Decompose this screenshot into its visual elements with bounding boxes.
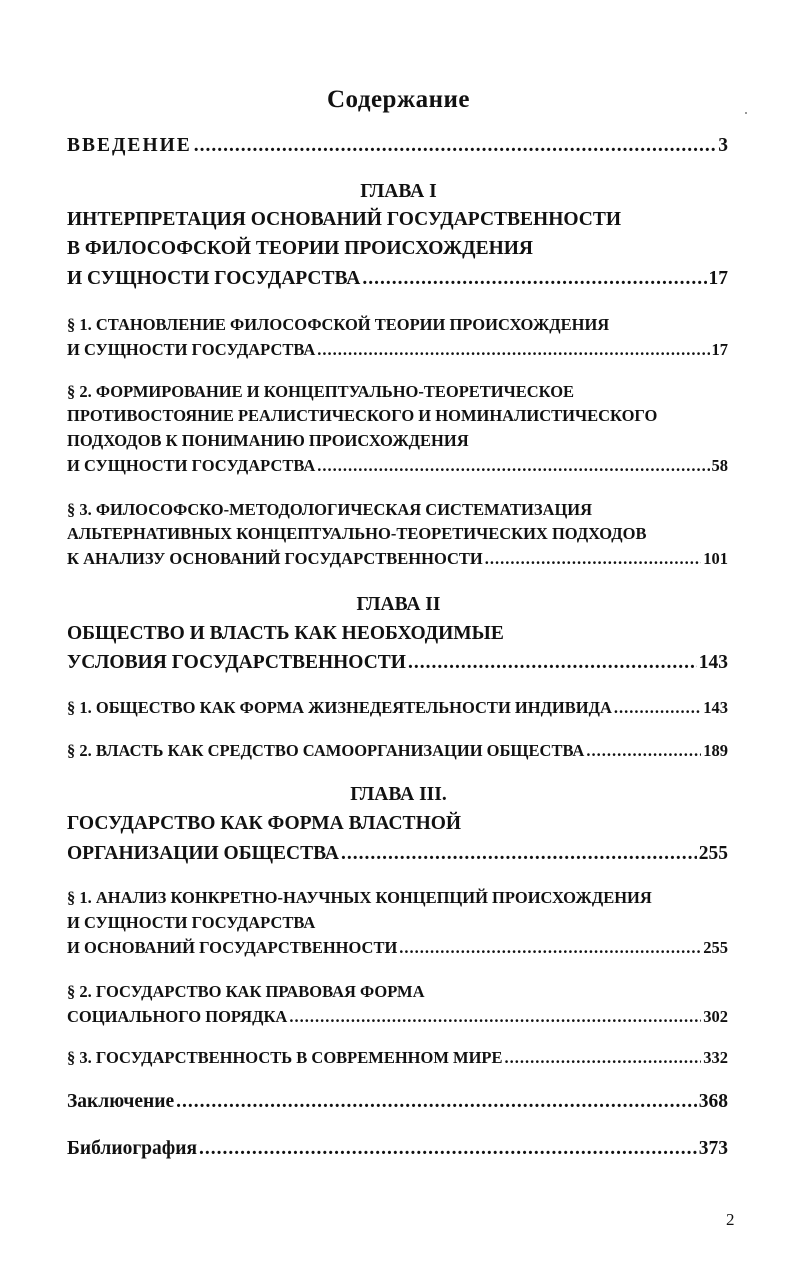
entry-page: 189 (703, 741, 728, 760)
entry-label: И СУЩНОСТИ ГОСУДАРСТВА (67, 456, 316, 475)
entry-page: 302 (703, 1007, 728, 1026)
toc-entry-chapter-1[interactable] (67, 268, 728, 290)
toc-entry-section-1-1[interactable] (67, 340, 728, 360)
leader-dots (408, 652, 697, 674)
entry-page: 373 (698, 1138, 728, 1159)
toc-entry-section-3-2[interactable] (67, 1007, 728, 1027)
entry-page: 143 (698, 652, 728, 673)
toc-entry-section-3-1[interactable] (67, 938, 728, 958)
entry-label: § 3. ГОСУДАРСТВЕННОСТЬ В СОВРЕМЕННОМ МИРЕ (67, 1048, 503, 1067)
entry-page: 143 (703, 698, 728, 717)
chapter-heading: ГЛАВА I (360, 181, 437, 202)
chapter-heading: ГЛАВА III. (350, 784, 447, 805)
entry-page: 255 (698, 843, 728, 864)
toc-entry-section-2-1[interactable] (67, 698, 728, 718)
section-title-line: § 3. ФИЛОСОФСКО-МЕТОДОЛОГИЧЕСКАЯ СИСТЕМАТИЗАЦИЯ (67, 500, 593, 519)
leader-dots (194, 135, 716, 157)
section-title-line: И СУЩНОСТИ ГОСУДАРСТВА (67, 913, 316, 932)
section-title-line: АЛЬТЕРНАТИВНЫХ КОНЦЕПТУАЛЬНО-ТЕОРЕТИЧЕСКИХ ПОДХОДОВ (67, 524, 647, 543)
toc-entry-conclusion[interactable] (67, 1091, 728, 1113)
entry-label: § 1. ОБЩЕСТВО КАК ФОРМА ЖИЗНЕДЕЯТЕЛЬНОСТИ ИНДИВИДА (67, 698, 612, 717)
entry-page: 255 (703, 938, 728, 957)
leader-dots (289, 1007, 701, 1027)
chapter-heading: ГЛАВА II (356, 594, 441, 615)
entry-label: ОРГАНИЗАЦИИ ОБЩЕСТВА (67, 843, 339, 864)
leader-dots (317, 340, 709, 360)
entry-label: К АНАЛИЗУ ОСНОВАНИЙ ГОСУДАРСТВЕННОСТИ (67, 549, 483, 568)
entry-page: 17 (708, 268, 728, 289)
entry-label: Библиография (67, 1138, 198, 1159)
leader-dots (485, 549, 702, 569)
entry-page: 17 (711, 340, 728, 359)
leader-dots (176, 1091, 697, 1113)
toc-entry-intro[interactable] (67, 135, 728, 157)
section-title-line: § 2. ФОРМИРОВАНИЕ И КОНЦЕПТУАЛЬНО-ТЕОРЕТИЧЕСКОЕ (67, 382, 575, 401)
entry-page: 332 (703, 1048, 728, 1067)
section-title-line: § 1. СТАНОВЛЕНИЕ ФИЛОСОФСКОЙ ТЕОРИИ ПРОИСХОЖДЕНИЯ (67, 315, 610, 334)
leader-dots (317, 456, 709, 476)
entry-page: 368 (698, 1091, 728, 1112)
leader-dots (586, 741, 701, 761)
entry-label: § 2. ВЛАСТЬ КАК СРЕДСТВО САМООРГАНИЗАЦИИ ОБЩЕСТВА (67, 741, 585, 760)
entry-label: СОЦИАЛЬНОГО ПОРЯДКА (67, 1007, 288, 1026)
leader-dots (362, 268, 706, 290)
section-title-line: § 1. АНАЛИЗ КОНКРЕТНО-НАУЧНЫХ КОНЦЕПЦИЙ ПРОИСХОЖДЕНИЯ (67, 888, 652, 907)
toc-entry-chapter-2[interactable] (67, 652, 728, 674)
leader-dots (199, 1138, 697, 1160)
chapter-title-line: В ФИЛОСОФСКОЙ ТЕОРИИ ПРОИСХОЖДЕНИЯ (67, 238, 533, 259)
section-title-line: ПРОТИВОСТОЯНИЕ РЕАЛИСТИЧЕСКОГО И НОМИНАЛИСТИЧЕСКОГО (67, 406, 658, 425)
leader-dots (341, 843, 697, 865)
entry-label: И СУЩНОСТИ ГОСУДАРСТВА (67, 340, 316, 359)
leader-dots (505, 1048, 702, 1068)
entry-page: 3 (718, 135, 728, 156)
chapter-title-line: ГОСУДАРСТВО КАК ФОРМА ВЛАСТНОЙ (67, 813, 462, 834)
section-title-line: § 2. ГОСУДАРСТВО КАК ПРАВОВАЯ ФОРМА (67, 982, 425, 1001)
entry-label: И СУЩНОСТИ ГОСУДАРСТВА (67, 268, 361, 289)
toc-entry-bibliography[interactable] (67, 1138, 728, 1160)
section-title-line: ПОДХОДОВ К ПОНИМАНИЮ ПРОИСХОЖДЕНИЯ (67, 431, 469, 450)
toc-entry-section-1-2[interactable] (67, 456, 728, 476)
entry-label: Заключение (67, 1091, 175, 1112)
toc-entry-chapter-3[interactable] (67, 843, 728, 865)
entry-label: УСЛОВИЯ ГОСУДАРСТВЕННОСТИ (67, 652, 406, 673)
entry-label: И ОСНОВАНИЙ ГОСУДАРСТВЕННОСТИ (67, 938, 398, 957)
toc-entry-section-1-3[interactable] (67, 549, 728, 569)
page-title: Содержание (326, 86, 470, 113)
leader-dots (614, 698, 701, 718)
toc-entry-section-2-2[interactable] (67, 741, 728, 761)
toc-entry-section-3-3[interactable] (67, 1048, 728, 1068)
entry-label: ВВЕДЕНИЕ (67, 135, 192, 156)
entry-page: 101 (703, 549, 728, 568)
leader-dots (399, 938, 701, 958)
chapter-title-line: ОБЩЕСТВО И ВЛАСТЬ КАК НЕОБХОДИМЫЕ (67, 623, 504, 644)
chapter-title-line: ИНТЕРПРЕТАЦИЯ ОСНОВАНИЙ ГОСУДАРСТВЕННОСТИ (67, 209, 622, 230)
entry-page: 58 (711, 456, 728, 475)
page-number: 2 (726, 1210, 735, 1229)
